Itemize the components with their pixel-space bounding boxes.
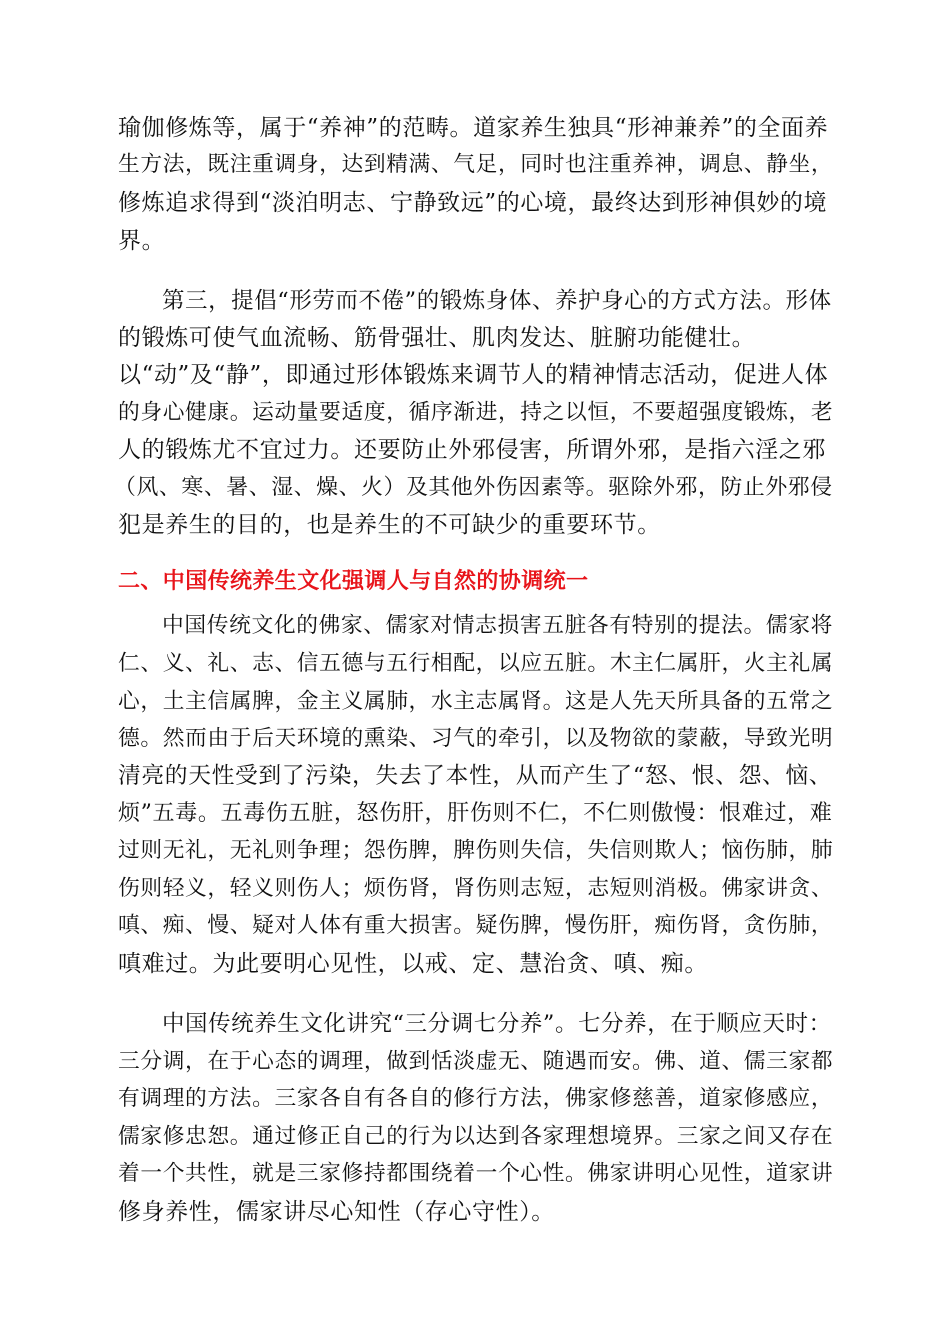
paragraph-line: 以“动”及“静”，即通过形体锻炼来调节人的精神情志活动，促进人体	[118, 362, 829, 388]
paragraph-line: 人的锻炼尤不宜过力。还要防止外邪侵害，所谓外邪，是指六淫之邪	[118, 437, 826, 463]
paragraph-line: 烦”五毒。五毒伤五脏，怒伤肝，肝伤则不仁，不仁则傲慢：恨难过，难	[118, 801, 833, 826]
paragraph-line: 心，土主信属脾，金主义属肺，水主志属肾。这是人先天所具备的五常之	[118, 689, 834, 714]
paragraph-line: 三分调，在于心态的调理，做到恬淡虚无、随遇而安。佛、道、儒三家都	[118, 1049, 834, 1074]
paragraph-line: 瑜伽修炼等，属于“养神”的范畴。道家养生独具“形神兼养”的全面养	[118, 115, 829, 141]
paragraph-line: 修炼追求得到“淡泊明志、宁静致远”的心境，最终达到形神俱妙的境	[118, 190, 828, 216]
paragraph-line: 伤则轻义，轻义则伤人；烦伤肾，肾伤则志短，志短则消极。佛家讲贪、	[118, 876, 834, 901]
paragraph-line: 中国传统文化的佛家、儒家对情志损害五脏各有特别的提法。儒家将	[162, 613, 833, 638]
paragraph-line: 第三，提倡“形劳而不倦”的锻炼身体、养护身心的方式方法。形体	[162, 288, 832, 314]
paragraph-line: 界。	[118, 228, 166, 254]
paragraph-line: 生方法，既注重调身，达到精满、气足，同时也注重养神，调息、静坐，	[118, 152, 834, 177]
paragraph-line: （风、寒、暑、湿、燥、火）及其他外伤因素等。驱除外邪，防止外邪侵	[114, 475, 833, 500]
paragraph-line: 的身心健康。运动量要适度，循序渐进，持之以恒，不要超强度锻炼，老	[118, 400, 834, 425]
section-heading: 二、中国传统养生文化强调人与自然的协调统一	[118, 569, 589, 594]
paragraph-line: 德。然而由于后天环境的熏染、习气的牵引，以及物欲的蒙蔽，导致光明	[118, 726, 834, 751]
paragraph-line: 儒家修忠恕。通过修正自己的行为以达到各家理想境界。三家之间又存在	[118, 1124, 834, 1149]
paragraph-line: 修身养性，儒家讲尽心知性（存心守性）。	[118, 1199, 555, 1225]
paragraph-line: 着一个共性，就是三家修持都围绕着一个心性。佛家讲明心见性，道家讲	[118, 1161, 834, 1186]
paragraph-line: 有调理的方法。三家各自有各自的修行方法，佛家修慈善，道家修感应，	[118, 1086, 834, 1111]
paragraph-line: 中国传统养生文化讲究“三分调七分养”。七分养，在于顺应天时：	[162, 1011, 832, 1037]
paragraph-line: 嗔、痴、慢、疑对人体有重大损害。疑伤脾，慢伤肝，痴伤肾，贪伤肺，	[118, 913, 834, 938]
paragraph-line: 的锻炼可使气血流畅、筋骨强壮、肌肉发达、脏腑功能健壮。	[118, 325, 756, 351]
paragraph-line: 犯是养生的目的，也是养生的不可缺少的重要环节。	[118, 512, 661, 538]
paragraph-line: 过则无礼，无礼则争理；怨伤脾，脾伤则失信，失信则欺人；恼伤肺，肺	[118, 838, 834, 863]
paragraph-line: 嗔难过。为此要明心见性，以戒、定、慧治贪、嗔、痴。	[118, 951, 708, 977]
paragraph-line: 仁、义、礼、志、信五德与五行相配，以应五脏。木主仁属肝，火主礼属	[118, 651, 834, 676]
paragraph-line: 清亮的天性受到了污染，失去了本性，从而产生了“怒、恨、怨、恼、	[118, 763, 833, 789]
